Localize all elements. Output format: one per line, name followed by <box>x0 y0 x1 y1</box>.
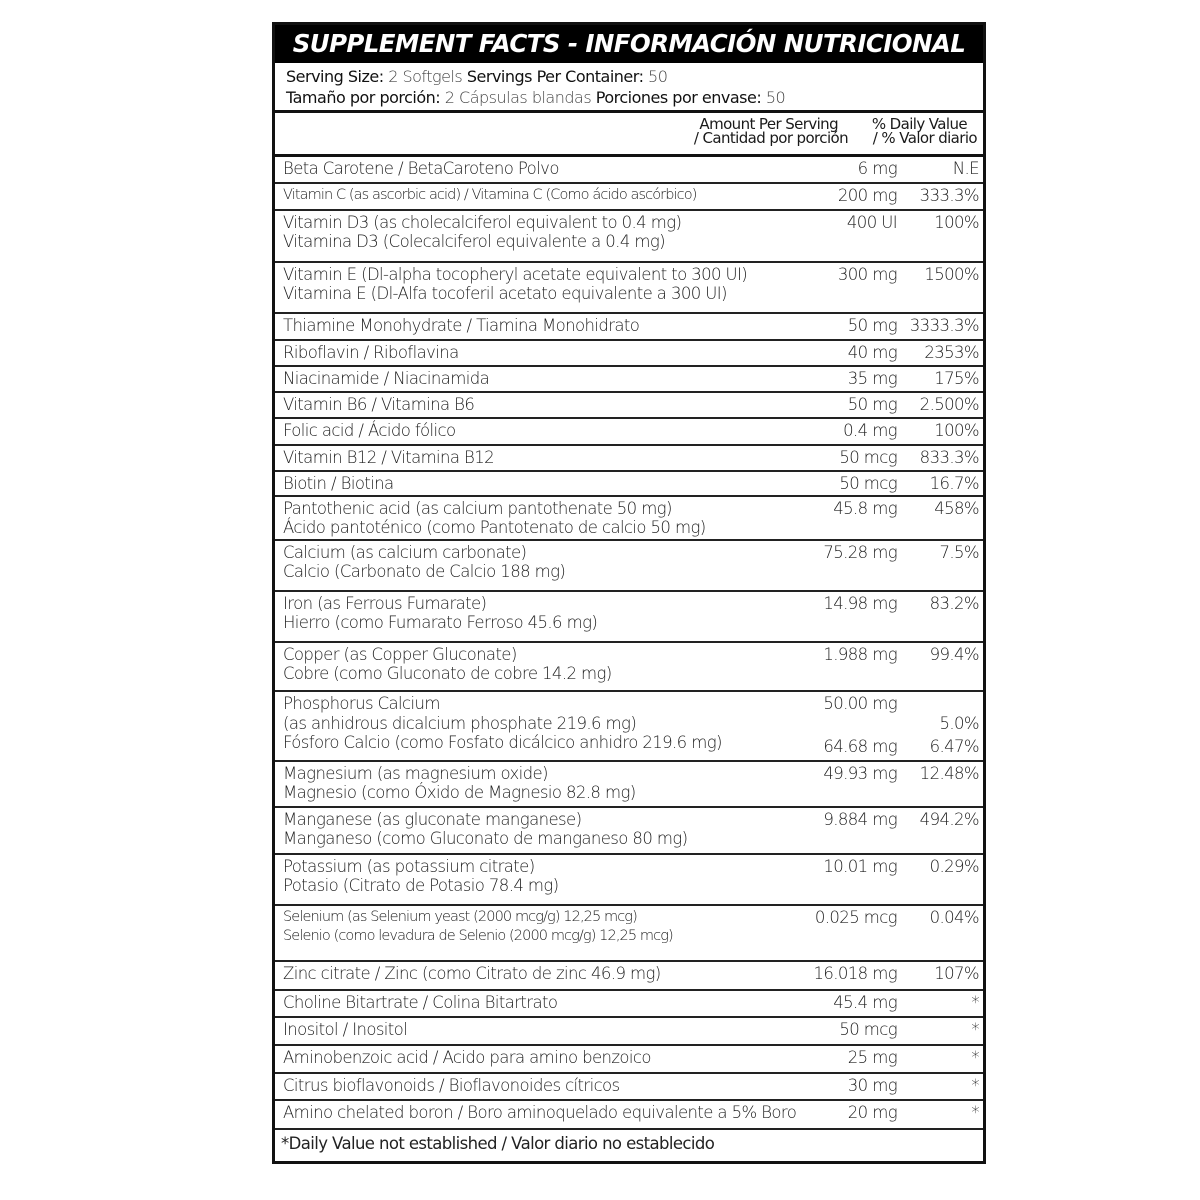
nutrient-name-line: Magnesio (como Óxido de Magnesio 82.8 mg) <box>283 783 636 802</box>
nutrient-name <box>283 1020 407 1039</box>
amount-header-es: / Cantidad por porción <box>693 129 848 147</box>
nutrient-name-line: Selenium (as Selenium yeast (2000 mcg/g) 12,25 mcg) <box>283 909 637 925</box>
nutrient-name <box>283 448 494 467</box>
serving-size-label-es: Tamaño por porción: <box>286 88 441 107</box>
nutrient-name <box>283 369 489 388</box>
nutrient-name-line: Ácido pantoténico (como Pantotenato de calcio 50 mg) <box>283 518 706 537</box>
footnote <box>275 1130 983 1164</box>
nutrient-name-line: Amino chelated boron / Boro aminoquelado equivalente a 5% Boro <box>283 1103 797 1122</box>
nutrient-row <box>275 962 983 991</box>
nutrient-name <box>283 159 559 178</box>
serving-line-en <box>286 66 983 87</box>
nutrient-amount: 6 mg <box>857 159 897 178</box>
nutrient-amount: 50.00 mg <box>823 694 897 713</box>
nutrient-amount: 50 mcg <box>839 448 897 467</box>
panel-title: SUPPLEMENT FACTS - INFORMACIÓN NUTRICIONAL <box>275 25 983 63</box>
nutrient-row <box>275 263 983 314</box>
nutrient-name-line: Manganese (as gluconate manganese) <box>283 810 582 829</box>
nutrient-amount-secondary: 64.68 mg <box>823 737 897 756</box>
nutrient-name-line: Iron (as Ferrous Fumarate) <box>283 594 487 613</box>
nutrient-daily-value: 833.3% <box>919 448 979 467</box>
nutrient-name-line: Vitamina E (Dl-Alfa tocoferil acetato equivalente a 300 UI) <box>283 284 727 303</box>
nutrient-daily-value: 0.04% <box>929 908 979 927</box>
nutrient-amount: 16.018 mg <box>813 964 897 983</box>
nutrient-name-line: Biotin / Biotina <box>283 474 394 493</box>
nutrient-name <box>283 993 557 1012</box>
serving-size-label: Serving Size: <box>286 67 384 86</box>
nutrient-row <box>275 184 983 211</box>
nutrient-row <box>275 1074 983 1101</box>
nutrient-name <box>283 810 687 848</box>
nutrient-name-line: Vitamin B6 / Vitamina B6 <box>283 395 475 414</box>
nutrient-row <box>275 1101 983 1130</box>
nutrient-amount: 9.884 mg <box>823 810 897 829</box>
nutrient-name <box>283 908 673 946</box>
dv-header-en: % Daily Value <box>871 115 967 133</box>
nutrient-daily-value: * <box>971 993 979 1012</box>
nutrient-name <box>283 594 597 632</box>
nutrient-daily-value: 2353% <box>924 343 979 362</box>
nutrient-row <box>275 314 983 341</box>
nutrient-daily-value: 100% <box>934 421 979 440</box>
nutrient-daily-value: * <box>971 1048 979 1067</box>
nutrient-row <box>275 1018 983 1046</box>
serving-line-es <box>286 87 983 108</box>
nutrient-name-line: Hierro (como Fumarato Ferroso 45.6 mg) <box>283 613 598 632</box>
supplement-facts-panel <box>272 22 986 1164</box>
nutrient-name-line: Vitamina D3 (Colecalciferol equivalente a 0.4 mg) <box>283 232 665 251</box>
servings-per-container-label: Servings Per Container: <box>466 67 644 86</box>
amount-column-header <box>694 117 848 145</box>
serving-info <box>275 63 983 113</box>
nutrient-name-line: Vitamin B12 / Vitamina B12 <box>283 448 495 467</box>
nutrient-amount: 45.8 mg <box>833 499 897 518</box>
nutrient-row <box>275 393 983 419</box>
daily-value-column-header <box>872 117 977 145</box>
nutrient-name <box>283 421 455 440</box>
nutrient-daily-value: 100% <box>934 213 979 232</box>
servings-per-container-label-es: Porciones por envase: <box>595 88 762 107</box>
nutrient-name-line: Calcium (as calcium carbonate) <box>283 543 527 562</box>
nutrient-name <box>283 1076 620 1095</box>
nutrient-daily-value: 458% <box>934 499 979 518</box>
nutrient-name-line: Vitamin D3 (as cholecalciferol equivalent to 0.4 mg) <box>283 213 682 232</box>
nutrient-name-line: Fósforo Calcio (como Fosfato dicálcico anhidro 219.6 mg) <box>283 733 722 752</box>
nutrient-amount: 35 mg <box>847 369 897 388</box>
nutrient-name-line: Aminobenzoic acid / Acido para amino benzoico <box>283 1048 651 1067</box>
nutrient-amount: 50 mcg <box>839 474 897 493</box>
nutrient-amount: 25 mg <box>847 1048 897 1067</box>
nutrient-row <box>275 446 983 472</box>
nutrient-name <box>283 316 639 335</box>
nutrient-name-line: Choline Bitartrate / Colina Bitartrato <box>283 993 558 1012</box>
nutrient-daily-value: 7.5% <box>939 543 979 562</box>
nutrient-daily-value: 175% <box>934 369 979 388</box>
nutrient-amount: 49.93 mg <box>823 764 897 783</box>
footnote-text: *Daily Value not established / Valor diario no establecido <box>281 1134 715 1153</box>
nutrient-name-line: (as anhidrous dicalcium phosphate 219.6 mg) <box>283 713 637 733</box>
nutrient-name-line: Vitamin E (Dl-alpha tocopheryl acetate equivalent to 300 UI) <box>283 265 748 284</box>
nutrient-daily-value: * <box>971 1076 979 1095</box>
nutrient-row <box>275 1046 983 1074</box>
nutrient-name-line: Citrus bioflavonoids / Bioflavonoides cítricos <box>283 1076 620 1095</box>
nutrient-row <box>275 157 983 184</box>
nutrient-name <box>283 1103 796 1122</box>
nutrient-amount: 0.025 mcg <box>814 908 897 927</box>
nutrient-name-line: Inositol / Inositol <box>283 1020 408 1039</box>
amount-header-en: Amount Per Serving <box>699 115 838 133</box>
nutrient-row <box>275 643 983 692</box>
dv-header-es: / % Valor diario <box>872 129 977 147</box>
nutrient-name-line: Folic acid / Ácido fólico <box>283 421 456 440</box>
column-headers <box>275 113 983 157</box>
nutrient-name-line: Cobre (como Gluconato de cobre 14.2 mg) <box>283 664 612 683</box>
nutrient-name <box>283 694 722 753</box>
nutrient-name <box>283 645 612 683</box>
nutrient-amount: 400 UI <box>846 213 897 232</box>
nutrient-row <box>275 497 983 541</box>
nutrient-name-line: Copper (as Copper Gluconate) <box>283 645 517 664</box>
nutrient-row <box>275 419 983 446</box>
nutrient-amount: 0.4 mg <box>843 421 897 440</box>
nutrient-amount: 20 mg <box>847 1103 897 1122</box>
nutrient-name-line: Niacinamide / Niacinamida <box>283 369 490 388</box>
nutrient-row <box>275 211 983 263</box>
nutrient-amount: 40 mg <box>847 343 897 362</box>
nutrient-daily-value: 0.29% <box>929 857 979 876</box>
nutrient-daily-value: 99.4% <box>929 645 979 664</box>
nutrient-name-line: Pantothenic acid (as calcium pantothenate 50 mg) <box>283 499 672 518</box>
serving-size-value: 2 Softgels <box>388 67 463 86</box>
nutrient-name <box>283 265 747 303</box>
nutrient-daily-value: 2.500% <box>919 395 979 414</box>
nutrient-row <box>275 367 983 393</box>
nutrient-daily-value: * <box>971 1103 979 1122</box>
nutrient-name <box>283 186 696 205</box>
nutrient-name <box>283 474 394 493</box>
nutrient-table <box>275 157 983 1130</box>
nutrient-row <box>275 808 983 855</box>
nutrient-daily-value: N.E <box>952 159 979 178</box>
nutrient-name-line: Selenio (como levadura de Selenio (2000 mcg/g) 12,25 mcg) <box>283 928 673 944</box>
nutrient-amount: 10.01 mg <box>823 857 897 876</box>
nutrient-amount: 50 mg <box>847 395 897 414</box>
nutrient-row <box>275 991 983 1018</box>
nutrient-name-line: Zinc citrate / Zinc (como Citrato de zinc 46.9 mg) <box>283 964 661 983</box>
nutrient-row <box>275 541 983 592</box>
nutrient-row <box>275 692 983 762</box>
nutrient-daily-value: * <box>971 1020 979 1039</box>
nutrient-name <box>283 1048 651 1067</box>
nutrient-name <box>283 964 661 983</box>
nutrient-name <box>283 764 636 802</box>
nutrient-amount: 14.98 mg <box>823 594 897 613</box>
nutrient-name-line: Beta Carotene / BetaCaroteno Polvo <box>283 159 559 178</box>
nutrient-name <box>283 499 706 537</box>
nutrient-amount: 30 mg <box>847 1076 897 1095</box>
nutrient-name-line: Potassium (as potassium citrate) <box>283 857 535 876</box>
nutrient-amount: 300 mg <box>837 265 897 284</box>
nutrient-row <box>275 341 983 367</box>
nutrient-row <box>275 592 983 643</box>
nutrient-name <box>283 343 459 362</box>
nutrient-row <box>275 855 983 906</box>
nutrient-amount: 1.988 mg <box>823 645 897 664</box>
servings-per-container-value-es: 50 <box>765 88 786 107</box>
nutrient-daily-value: 107% <box>934 964 979 983</box>
nutrient-name-line: Calcio (Carbonato de Calcio 188 mg) <box>283 562 566 581</box>
nutrient-name-line: Manganeso (como Gluconato de manganeso 80 mg) <box>283 829 688 848</box>
nutrient-amount: 50 mg <box>847 316 897 335</box>
nutrient-daily-value: 333.3% <box>919 186 979 205</box>
nutrient-name <box>283 857 559 895</box>
nutrient-name-line: Phosphorus Calcium <box>283 694 440 713</box>
nutrient-row <box>275 906 983 962</box>
nutrient-name <box>283 213 681 251</box>
nutrient-name <box>283 395 474 414</box>
nutrient-daily-value: 83.2% <box>929 594 979 613</box>
nutrient-name-line: Vitamin C (as ascorbic acid) / Vitamina C (Como ácido ascórbico) <box>283 187 697 203</box>
nutrient-daily-value: 494.2% <box>919 810 979 829</box>
nutrient-daily-value: 5.0% <box>939 714 979 733</box>
nutrient-name-line: Magnesium (as magnesium oxide) <box>283 764 548 783</box>
nutrient-daily-value-secondary: 6.47% <box>929 737 979 756</box>
serving-size-value-es: 2 Cápsulas blandas <box>444 88 592 107</box>
nutrient-amount: 45.4 mg <box>833 993 897 1012</box>
nutrient-name-line: Thiamine Monohydrate / Tiamina Monohidrato <box>283 316 640 335</box>
nutrient-name-line: Potasio (Citrato de Potasio 78.4 mg) <box>283 876 559 895</box>
nutrient-daily-value: 16.7% <box>929 474 979 493</box>
nutrient-daily-value: 12.48% <box>919 764 979 783</box>
nutrient-amount: 75.28 mg <box>823 543 897 562</box>
nutrient-row <box>275 472 983 497</box>
nutrient-row <box>275 762 983 808</box>
nutrient-name-line: Riboflavin / Riboflavina <box>283 343 459 362</box>
nutrient-name <box>283 543 565 581</box>
nutrient-amount: 50 mcg <box>839 1020 897 1039</box>
nutrient-daily-value: 1500% <box>924 265 979 284</box>
nutrient-daily-value: 3333.3% <box>909 316 979 335</box>
servings-per-container-value: 50 <box>648 67 668 86</box>
nutrient-amount: 200 mg <box>837 186 897 205</box>
